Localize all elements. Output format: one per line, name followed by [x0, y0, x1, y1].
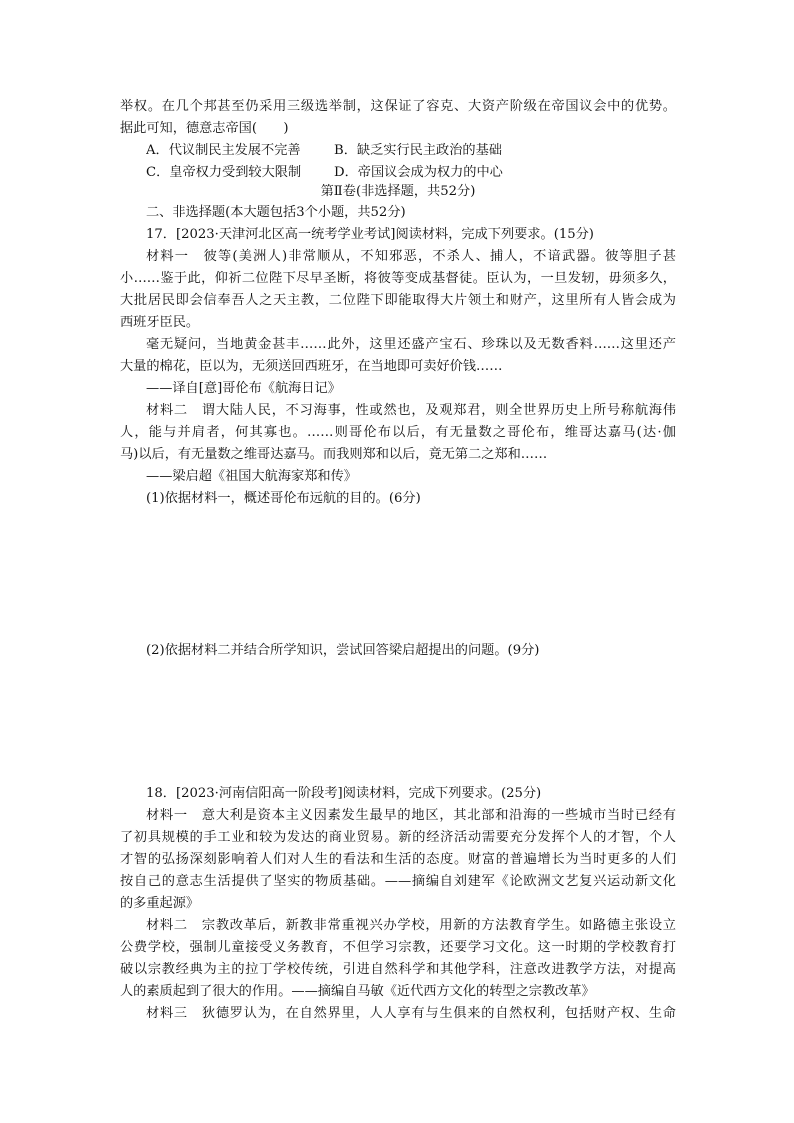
q18-material2-line: 公费学校，强制儿童接受义务教育，不但学习宗教，还要学习文化。这一时期的学校教育打	[120, 940, 676, 955]
q18-material3-line: 材料三 狄德罗认为，在自然界里，人人享有与生俱来的自然权利，包括财产权、生命	[146, 1006, 676, 1021]
q18-material2-line: 材料二 宗教改革后，新教非常重视兴办学校，用新的方法教育学生。如路德主张设立	[146, 918, 676, 933]
q17-material1b-line: 毫无疑问，当地黄金甚丰……此外，这里还盛产宝石、珍珠以及无数香料……这里还产	[146, 337, 676, 352]
section-heading: 二、非选择题(本大题包括3个小题，共52分)	[146, 205, 406, 220]
option-c: C．皇帝权力受到较大限制	[146, 165, 302, 180]
q17-material1-source: ——译自[意]哥伦布《航海日记》	[146, 381, 341, 396]
q18-stem: 18．[2023·河南信阳高一阶段考]阅读材料，完成下列要求。(25分)	[146, 786, 542, 801]
q17-material2-line: 材料二 谓大陆人民，不习海事，性或然也，及观郑君，则全世界历史上所号称航海伟	[146, 403, 676, 418]
q18-material1-line: 的多重起源》	[120, 896, 200, 911]
q17-material1-line: 材料一 彼等(美洲人)非常顺从，不知邪恶，不杀人、捕人，不谙武器。彼等胆子甚	[146, 249, 676, 264]
q17-subquestion-1: (1)依据材料一，概述哥伦布远航的目的。(6分)	[146, 491, 421, 506]
q17-material1-line: 西班牙臣民。	[120, 315, 200, 330]
q17-material2-line: 人，能与并肩者，何其寡也。……则哥伦布以后，有无量数之哥伦布，维哥达嘉马(达·伽	[120, 425, 676, 440]
option-d: D．帝国议会成为权力的中心	[334, 165, 503, 180]
q18-material1-line: 才智的弘扬深刻影响着人们对人生的看法和生活的态度。财富的普遍增长为当时更多的人们	[120, 852, 676, 867]
q17-material2-source: ——梁启超《祖国大航海家郑和传》	[146, 469, 357, 484]
option-b: B．缺乏实行民主政治的基础	[334, 143, 502, 158]
q18-material2-line: 破以宗教经典为主的拉丁学校传统，引进自然科学和其他学科，注意改进教学方法，对提高	[120, 962, 676, 977]
section-title: 第Ⅱ卷(非选择题，共52分)	[320, 184, 476, 199]
mc-stem-line-2: 据此可知，德意志帝国( )	[120, 121, 289, 136]
q17-stem: 17．[2023·天津河北区高一统考学业考试]阅读材料，完成下列要求。(15分)	[146, 227, 594, 242]
q17-material1-line: 大批居民即会信奉吾人之天主教，二位陛下即能取得大片领土和财产，这里所有人皆会成为	[120, 293, 676, 308]
q17-subquestion-2: (2)依据材料二并结合所学知识，尝试回答梁启超提出的问题。(9分)	[146, 643, 540, 658]
q18-material1-line: 了初具规模的手工业和较为发达的商业贸易。新的经济活动需要充分发挥个人的才智，个人	[120, 830, 676, 845]
q17-material1-line: 小……鉴于此，仰祈二位陛下尽早圣断，将彼等变成基督徒。臣认为，一旦发轫，毋须多久，	[120, 271, 676, 286]
q17-material1b-line: 大量的棉花，臣以为，无须送回西班牙，在当地即可卖好价钱……	[120, 359, 503, 374]
q18-material1-line: 材料一 意大利是资本主义因素发生最早的地区，其北部和沿海的一些城市当时已经有	[146, 808, 676, 823]
mc-stem-line-1: 举权。在几个邦甚至仍采用三级选举制，这保证了容克、大资产阶级在帝国议会中的优势。	[120, 99, 676, 114]
q18-material1-line: 按自己的意志生活提供了坚实的物质基础。——摘编自刘建军《论欧洲文艺复兴运动新文化	[120, 874, 676, 889]
q17-material2-line: 马)以后，有无量数之维哥达嘉马。而我则郑和以后，竟无第二之郑和……	[120, 447, 548, 462]
option-a: A．代议制民主发展不完善	[146, 143, 301, 158]
q18-material2-line: 人的素质起到了很大的作用。——摘编自马敏《近代西方文化的转型之宗教改革》	[120, 984, 595, 999]
